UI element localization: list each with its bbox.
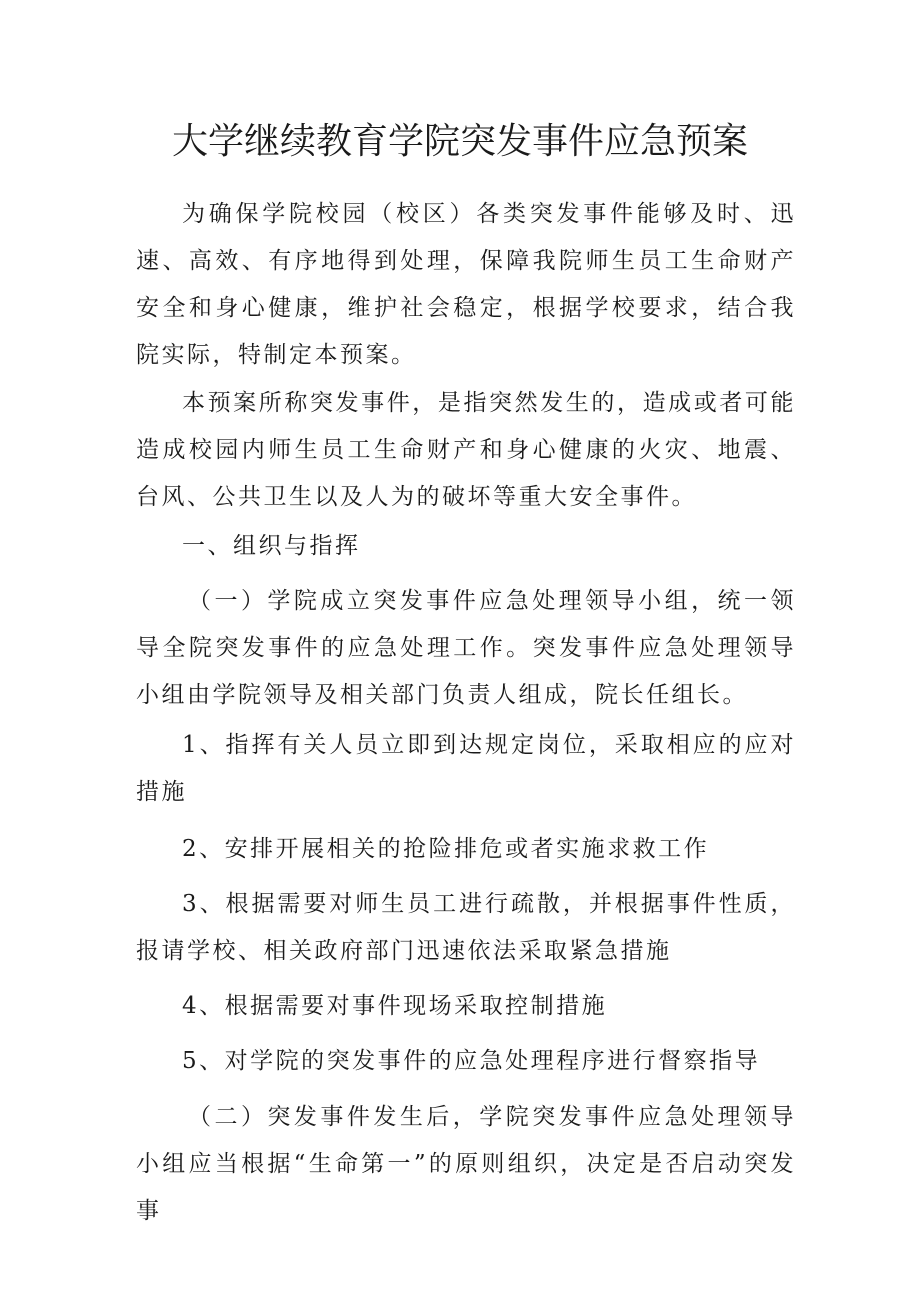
document-title: 大学继续教育学院突发事件应急预案 bbox=[171, 121, 748, 162]
list-item-3: 3、根据需要对师生员工进行疏散，并根据事件性质，报请学校、相关政府部门迅速依法采取紧急措施 bbox=[136, 891, 796, 964]
list-item-1: 1、指挥有关人员立即到达规定岗位，采取相应的应对措施 bbox=[136, 732, 796, 805]
list-item-4: 4、根据需要对事件现场采取控制措施 bbox=[182, 993, 608, 1019]
paragraph-after-incident: （二）突发事件发生后，学院突发事件应急处理领导小组应当根据“生命第一”的原则组织，决定是否启动突发事 bbox=[136, 1104, 796, 1224]
paragraph-leadership-group: （一）学院成立突发事件应急处理领导小组，统一领导全院突发事件的应急处理工作。突发事件应急处理领导小组由学院领导及相关部门负责人组成，院长任组长。 bbox=[136, 588, 796, 708]
paragraph-definition: 本预案所称突发事件，是指突然发生的，造成或者可能造成校园内师生员工生命财产和身心健康的火灾、地震、台风、公共卫生以及人为的破坏等重大安全事件。 bbox=[136, 390, 796, 510]
paragraph-purpose: 为确保学院校园（校区）各类突发事件能够及时、迅速、高效、有序地得到处理，保障我院师生员工生命财产安全和身心健康，维护社会稳定，根据学校要求，结合我院实际，特制定本预案。 bbox=[136, 201, 796, 368]
section-heading-organization: 一、组织与指挥 bbox=[182, 533, 361, 559]
list-item-2: 2、安排开展相关的抢险排危或者实施求救工作 bbox=[182, 836, 710, 862]
list-item-5: 5、对学院的突发事件的应急处理程序进行督察指导 bbox=[182, 1048, 761, 1074]
